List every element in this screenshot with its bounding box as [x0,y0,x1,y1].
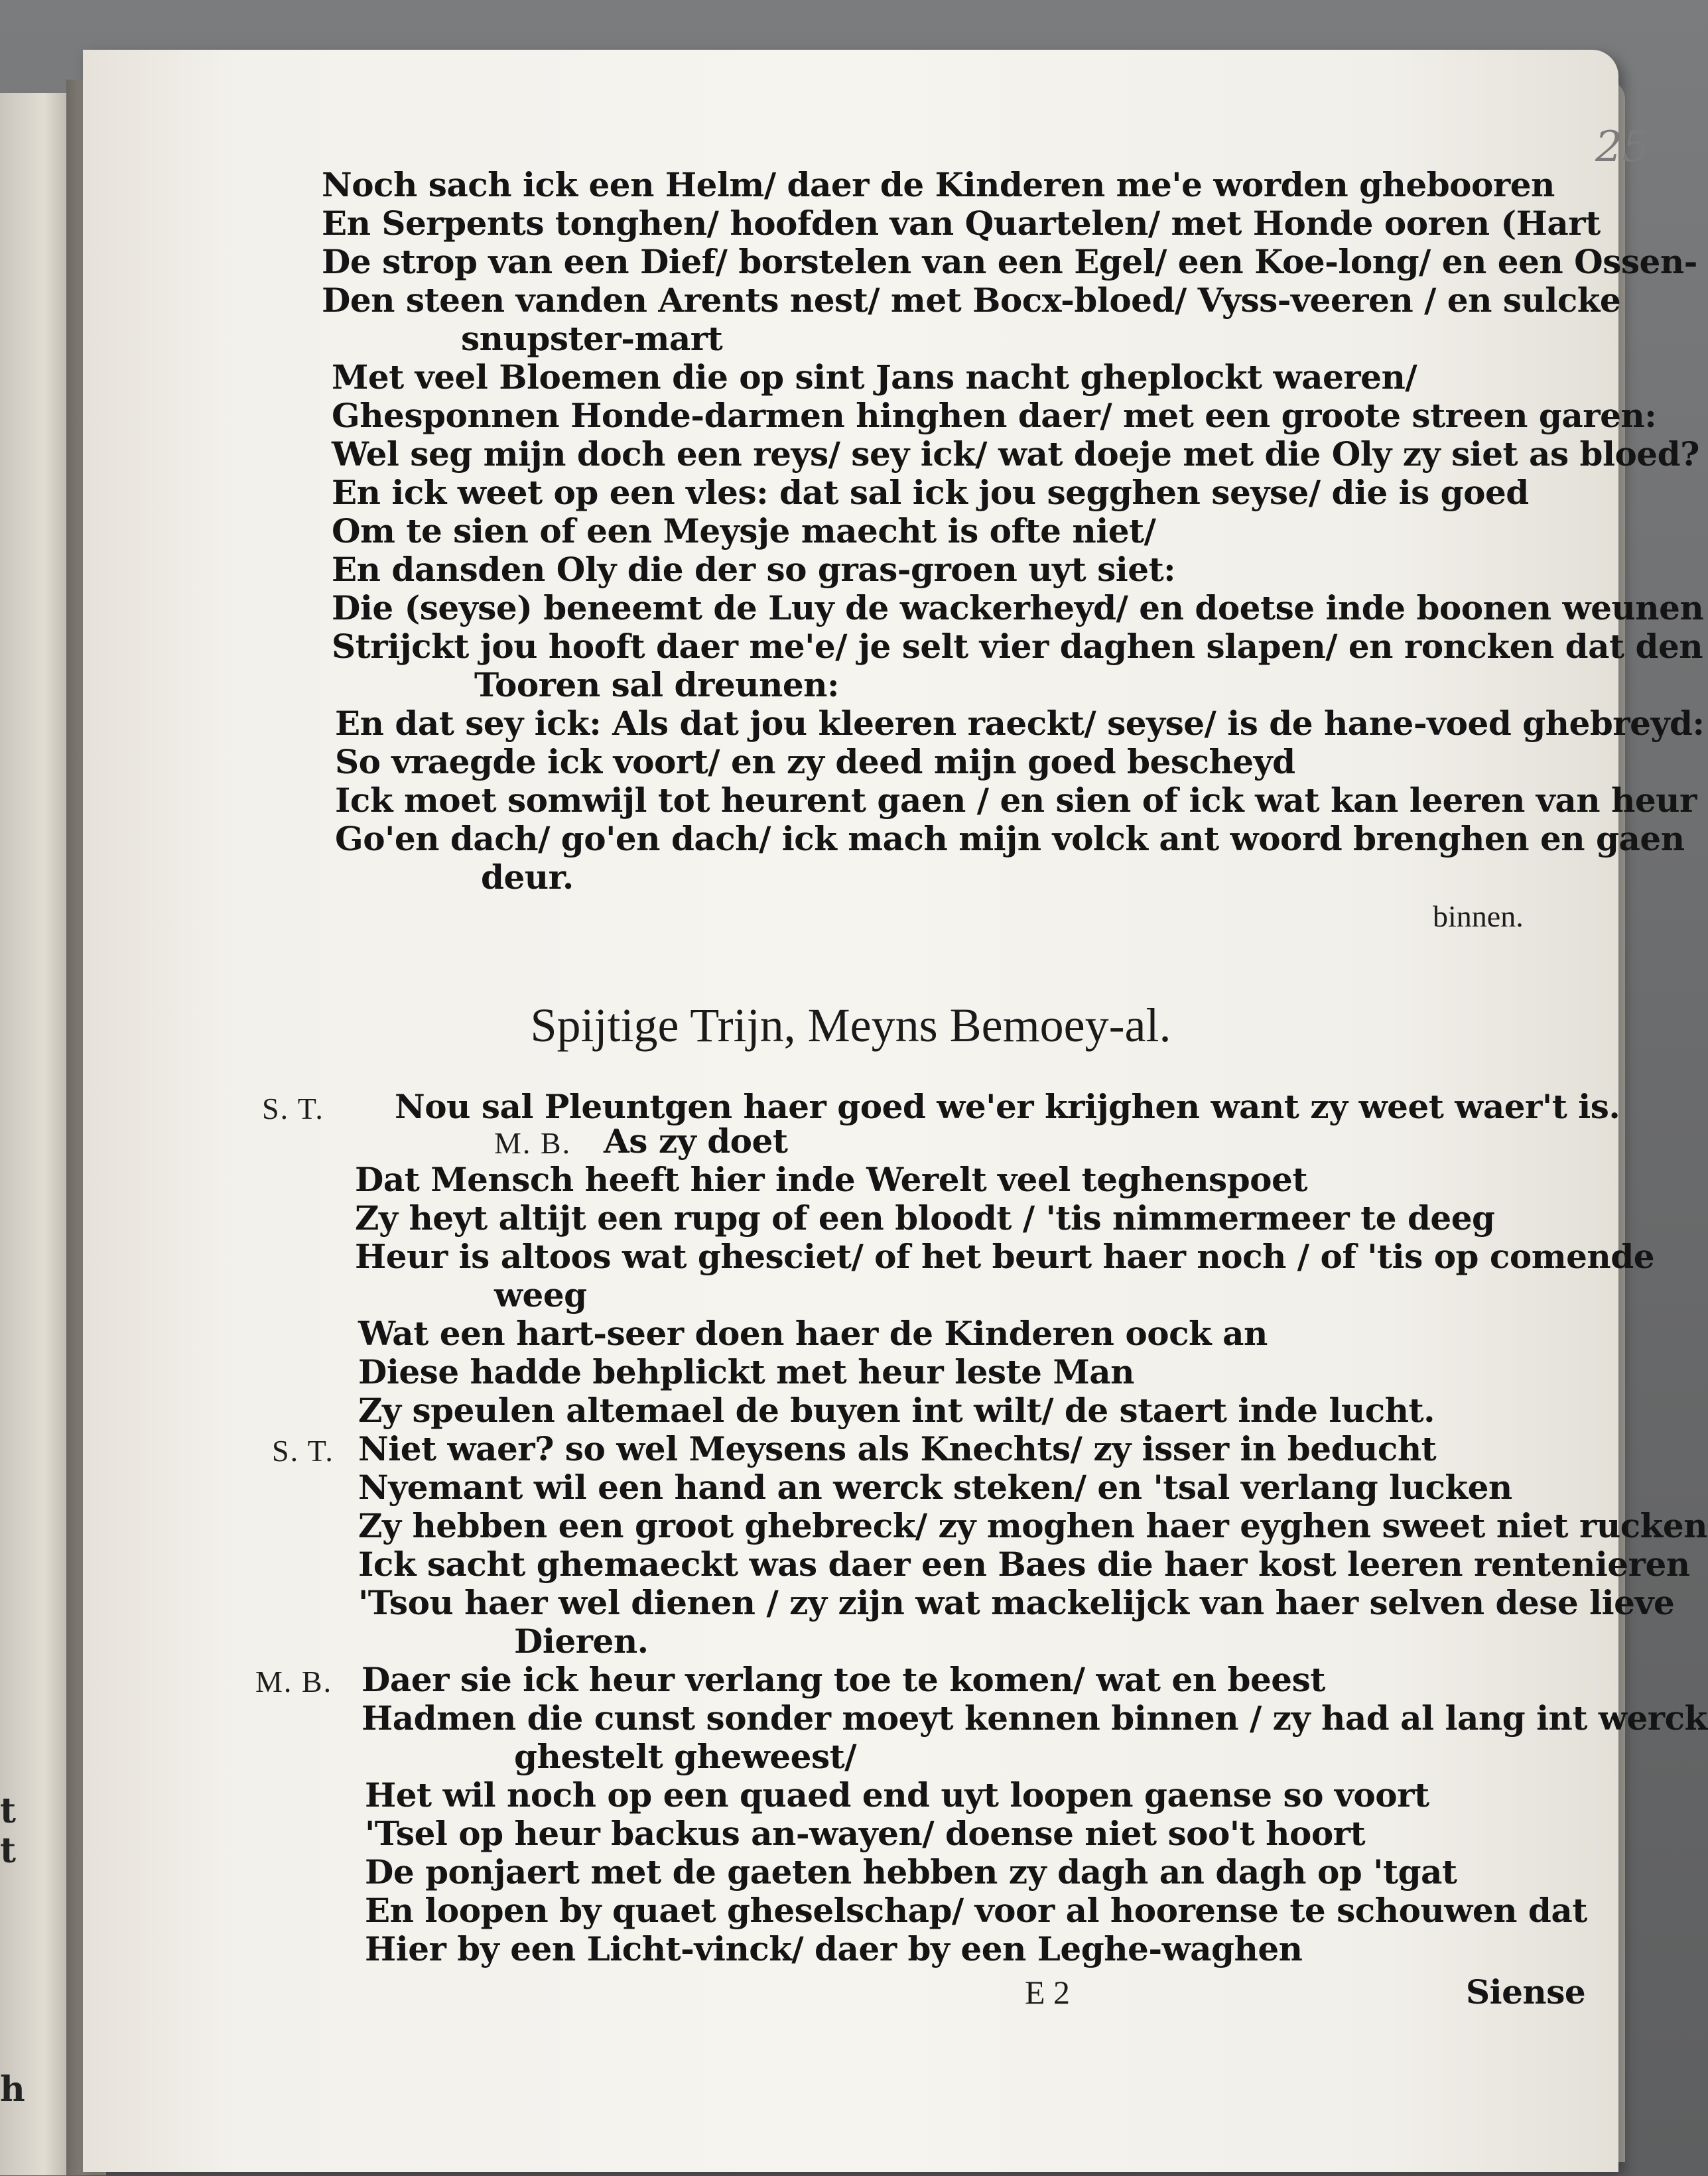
dialogue-line: Nou sal Pleuntgen haer goed we'er krijghen want zy weet waer't is. [395,1087,1620,1126]
dialogue-line: Ick sacht ghemaeckt was daer een Baes die haer kost leeren rentenieren [358,1545,1690,1584]
dialogue-line: As zy doet [604,1121,788,1161]
verse-line: So vraegde ick voort/ en zy deed mijn goed bescheyd [335,742,1295,781]
dialogue-line: Diese hadde behplickt met heur leste Man [358,1352,1134,1391]
verse-line: snupster-mart [461,319,723,358]
verse-line: En Serpents tonghen/ hoofden van Quartelen/ met Honde ooren (Hart [322,204,1601,243]
dialogue-line: 'Tsou haer wel dienen / zy zijn wat mackelijck van haer selven dese lieve [358,1583,1675,1622]
dialogue-line: Zy speulen altemael de buyen int wilt/ de staert inde lucht. [358,1391,1435,1430]
verse-line: deur. [481,858,574,897]
dialogue-line: Dieren. [514,1622,649,1661]
verse-line: Go'en dach/ go'en dach/ ick mach mijn volck ant woord brenghen en gaen [335,819,1685,858]
facing-page-fragment: t [0,1791,17,1831]
dialogue-line: Nyemant wil een hand an werck steken/ en 'tsal verlang lucken [358,1468,1512,1507]
speaker-label: S. T. [262,1092,324,1125]
dialogue-line: En loopen by quaet gheselschap/ voor al hoorense te schouwen dat [365,1891,1587,1930]
verse-line: Om te sien of een Meysje maecht is ofte niet/ [332,511,1156,550]
facing-page-edge [0,93,76,2175]
speaker-label: M. B. [494,1126,572,1160]
dialogue-line: De ponjaert met de gaeten hebben zy dagh an dagh op 'tgat [365,1852,1457,1891]
verse-line: Tooren sal dreunen: [474,665,839,704]
signature-mark: E 2 [1025,1974,1071,2011]
verse-line: Strijckt jou hooft daer me'e/ je selt vier daghen slapen/ en roncken dat den [332,627,1703,666]
verse-line: Noch sach ick een Helm/ daer de Kinderen me'e worden ghebooren [322,165,1555,204]
verse-line: En dat sey ick: Als dat jou kleeren raeckt/ seyse/ is de hane-voed ghebreyd: [335,704,1705,743]
scene-heading: Spijtige Trijn, Meyns Bemoey-al. [530,999,1171,1052]
dialogue-line: Daer sie ick heur verlang toe te komen/ wat en beest [361,1660,1325,1699]
verse-line: Den steen vanden Arents nest/ met Bocx-bloed/ Vyss-veeren / en sulcke [322,281,1621,320]
dialogue-line: 'Tsel op heur backus an-wayen/ doense niet soo't hoort [365,1814,1366,1853]
facing-page-fragment: h [0,2069,25,2110]
speaker-label: M. B. [255,1665,333,1698]
verse-line: Die (seyse) beneemt de Luy de wackerheyd/ en doetse inde boonen weunen [332,588,1704,627]
dialogue-line: Hier by een Licht-vinck/ daer by een Leghe-waghen [365,1929,1303,1968]
verse-line: Ick moet somwijl tot heurent gaen / en sien of ick wat kan leeren van heur [335,781,1697,820]
verse-line: En dansden Oly die der so gras-groen uyt siet: [332,550,1176,589]
dialogue-line: Niet waer? so wel Meysens als Knechts/ zy isser in beducht [358,1429,1437,1468]
dialogue-line: Hadmen die cunst sonder moeyt kennen binnen / zy had al lang int werck [361,1698,1707,1738]
dialogue-line: Zy heyt altijt een rupg of een bloodt / 'tis nimmermeer te deeg [355,1198,1495,1238]
verse-line: Met veel Bloemen die op sint Jans nacht gheplockt waeren/ [332,357,1417,397]
verse-line: Ghesponnen Honde-darmen hinghen daer/ met een groote streen garen: [332,396,1657,435]
dialogue-line: ghestelt gheweest/ [514,1737,856,1776]
dialogue-line: Het wil noch op een quaed end uyt loopen gaense so voort [365,1775,1429,1815]
dialogue-line: Dat Mensch heeft hier inde Werelt veel teghenspoet [355,1160,1307,1199]
dialogue-line: Heur is altoos wat ghesciet/ of het beurt haer noch / of 'tis op comende [355,1237,1655,1276]
catchword: Siense [1466,1972,1586,2012]
speaker-label: S. T. [272,1434,334,1468]
verse-line: En ick weet op een vles: dat sal ick jou segghen seyse/ die is goed [332,473,1529,512]
book-page [83,50,1707,2172]
stage-direction: binnen. [1433,899,1524,933]
dialogue-line: Wat een hart-seer doen haer de Kinderen oock an [358,1314,1268,1353]
folio-number: 25 [1595,123,1650,172]
dialogue-line: Zy hebben een groot ghebreck/ zy moghen haer eyghen sweet niet rucken [358,1506,1707,1545]
dialogue-line: weeg [494,1275,587,1314]
facing-page-fragment: t [0,1830,17,1871]
verse-line: De strop van een Dief/ borstelen van een Egel/ een Koe-long/ en een Ossen- [322,242,1697,281]
verse-line: Wel seg mijn doch een reys/ sey ick/ wat doeje met die Oly zy siet as bloed? [332,434,1699,474]
